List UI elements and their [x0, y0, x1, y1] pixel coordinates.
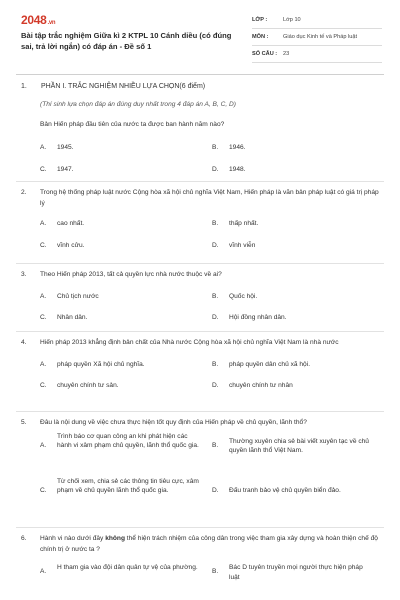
meta-key: SỐ CÂU : [252, 51, 278, 57]
stem-emphasis: không [105, 535, 125, 542]
option-letter: B. [212, 220, 219, 227]
option-letter: B. [212, 360, 219, 368]
question-1 [21, 120, 383, 173]
section-instruction: (Thí sinh lựa chọn đáp án đúng duy nhất trong 4 đáp án A, B, C, D) [40, 101, 237, 108]
option-d[interactable] [212, 381, 375, 391]
question-number: 3. [21, 271, 27, 278]
site-logo[interactable] [21, 13, 55, 27]
option-text: thấp nhất. [229, 220, 259, 227]
question-number: 2. [21, 189, 27, 196]
question-stem [21, 338, 383, 349]
option-c[interactable] [40, 313, 203, 323]
meta-table [252, 12, 382, 63]
option-letter: B. [212, 568, 219, 575]
option-letter: C. [40, 165, 47, 173]
option-letter: B. [212, 143, 219, 151]
meta-value: Giáo dục Kinh tế và Pháp luật [283, 34, 358, 40]
question-number: 6. [21, 535, 27, 542]
option-b[interactable] [212, 360, 375, 370]
option-letter: D. [212, 165, 219, 173]
option-text: Hội đồng nhân dân. [229, 313, 287, 321]
option-text: Quốc hội. [229, 292, 258, 300]
question-stem [21, 270, 383, 281]
option-a[interactable] [40, 219, 203, 229]
option-letter: D. [212, 381, 219, 389]
option-letter: A. [40, 292, 47, 300]
option-b[interactable] [212, 563, 375, 582]
question-text [40, 534, 380, 555]
option-c[interactable] [40, 381, 203, 391]
option-text: 1948. [229, 165, 246, 173]
document-header [0, 0, 400, 78]
question-separator [16, 411, 384, 412]
option-a[interactable] [40, 563, 203, 577]
section-heading [21, 83, 205, 90]
option-a[interactable] [40, 432, 203, 451]
option-text: pháp quyền dân chủ xã hội. [229, 360, 311, 368]
question-text: Đâu là nội dung về việc chưa thực hiện tốt quy định của Hiến pháp về chủ quyền, lãnh thổ? [40, 419, 307, 426]
question-text: Hiến pháp 2013 khẳng định bản chất của Nhà nước Cộng hòa xã hội chủ nghĩa Việt Nam là nhà nước [40, 339, 339, 346]
option-c[interactable] [40, 165, 203, 175]
question-separator [16, 263, 384, 264]
question-separator [16, 181, 384, 182]
option-text: Thường xuyên chia sẻ bài viết xuyên tạc về chủ quyền lãnh thổ Việt Nam. [229, 437, 369, 454]
option-letter: B. [212, 441, 219, 449]
option-letter: A. [40, 441, 47, 449]
option-text: Chủ tịch nước [57, 292, 99, 300]
question-number [21, 120, 40, 131]
meta-value: Lớp 10 [283, 17, 301, 23]
option-letter: C. [40, 486, 47, 494]
option-text: cao nhất. [57, 220, 85, 227]
option-letter: C. [40, 381, 47, 389]
meta-value: 23 [283, 51, 290, 57]
option-b[interactable] [212, 219, 375, 229]
question-2 [21, 188, 383, 249]
meta-row-question-count [252, 46, 382, 63]
question-separator [16, 331, 384, 332]
option-text: pháp quyền Xã hội chủ nghĩa. [57, 360, 145, 368]
stem-suffix: thể hiện trách nhiệm của công dân trong việc tham gia xây dựng và hoàn thiện chế độ chính trị ở nước ta ? [40, 535, 378, 553]
meta-key: LỚP : [252, 17, 268, 23]
question-number: 5. [21, 419, 27, 426]
question-stem [21, 188, 383, 209]
option-text: 1945. [57, 143, 74, 151]
option-d[interactable] [212, 486, 375, 496]
option-text: 1947. [57, 165, 74, 173]
question-number: 4. [21, 339, 27, 346]
logo-text: 2048 [21, 13, 47, 27]
option-text: Bác D tuyên truyền mọi người thực hiện pháp luật [229, 564, 363, 581]
option-text: Từ chối xem, chia sẻ các thông tin tiêu cực, xâm phạm về chủ quyền lãnh thổ quốc gia. [57, 477, 199, 494]
meta-key: MÔN : [252, 34, 269, 40]
question-stem [21, 418, 383, 429]
question-text: Bản Hiến pháp đầu tiên của nước ta được ban hành năm nào? [40, 121, 225, 128]
option-b[interactable] [212, 437, 375, 456]
logo-suffix: .vn [47, 20, 56, 26]
section-number: 1. [21, 83, 27, 90]
option-letter: A. [40, 360, 47, 368]
option-d[interactable] [212, 165, 375, 175]
option-text: H tham gia vào đội dân quân tự vệ của phường. [57, 564, 198, 571]
meta-row-grade [252, 12, 382, 29]
question-text: Trong hệ thống pháp luật nước Cộng hòa xã hội chủ nghĩa Việt Nam, Hiến pháp là văn bản pháp luật có giá trị pháp lý [40, 189, 379, 207]
option-text: Nhân dân. [57, 313, 88, 321]
option-d[interactable] [212, 313, 375, 323]
document-title: Bài tập trắc nghiệm Giữa kì 2 KTPL 10 Cánh diều (có đúng sai, trả lời ngắn) có đáp án - Đề số 1 [21, 31, 232, 51]
option-text: Trình báo cơ quan công an khi phát hiện các hành vi xâm phạm chủ quyền, lãnh thổ quốc gia. [57, 432, 199, 449]
option-c[interactable] [40, 241, 203, 251]
option-letter: B. [212, 292, 219, 300]
question-separator [16, 527, 384, 528]
option-a[interactable] [40, 292, 203, 302]
question-text: Theo Hiến pháp 2013, tất cả quyền lực nhà nước thuộc về ai? [40, 271, 222, 278]
question-stem [21, 120, 383, 131]
option-text: vĩnh cửu. [57, 242, 85, 249]
option-text: vĩnh viễn [229, 242, 256, 249]
option-b[interactable] [212, 143, 375, 153]
option-letter: A. [40, 143, 47, 151]
option-d[interactable] [212, 241, 375, 251]
option-text: 1946. [229, 143, 246, 151]
question-6 [21, 534, 383, 581]
header-divider [16, 74, 384, 75]
option-c[interactable] [40, 477, 203, 496]
question-stem [21, 534, 383, 555]
option-letter: A. [40, 568, 47, 575]
option-letter: D. [212, 313, 219, 321]
option-a[interactable] [40, 360, 203, 370]
option-letter: A. [40, 220, 47, 227]
section-title: PHẦN I. TRẮC NGHIỆM NHIỀU LỰA CHỌN(6 điểm) [40, 83, 206, 90]
stem-prefix: Hành vi nào dưới đây [40, 535, 106, 542]
option-letter: C. [40, 313, 47, 321]
option-text: chuyên chính tư nhân [229, 381, 293, 389]
option-letter: D. [212, 486, 219, 494]
option-letter: C. [40, 242, 47, 249]
question-4 [21, 338, 383, 389]
question-3 [21, 270, 383, 321]
option-text: chuyên chính tư sản. [57, 381, 119, 389]
option-letter: D. [212, 242, 219, 249]
question-5 [21, 418, 383, 494]
meta-row-subject [252, 29, 382, 46]
option-a[interactable] [40, 143, 203, 153]
option-b[interactable] [212, 292, 375, 302]
option-text: Đấu tranh bảo vệ chủ quyền biển đảo. [229, 486, 341, 494]
